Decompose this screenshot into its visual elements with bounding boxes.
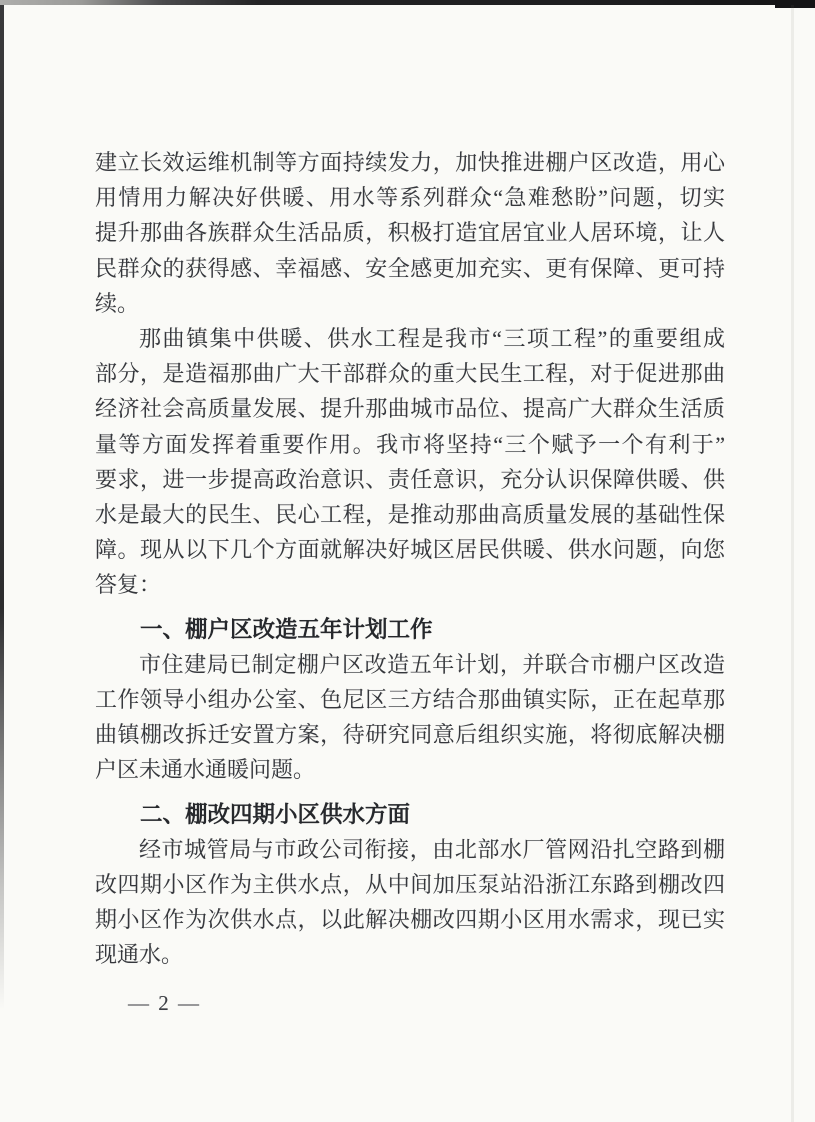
section-heading-1: 一、棚户区改造五年计划工作	[140, 616, 433, 642]
paragraph-line: 用情用力解决好供暖、用水等系列群众“急难愁盼”问题，切实	[95, 185, 726, 211]
paragraph-line: 部分，是造福那曲广大干部群众的重大民生工程，对于促进那曲	[95, 361, 725, 387]
scan-artifact-top-edge	[0, 0, 815, 5]
scan-artifact-left-edge	[0, 5, 4, 1010]
page-number: — 2 —	[128, 991, 201, 1015]
scan-artifact-right-edge	[791, 5, 794, 1122]
paragraph-line: 经市城管局与市政公司衔接，由北部水厂管网沿扎空路到棚	[139, 836, 725, 862]
paragraph-line: 答复：	[95, 572, 162, 598]
section-heading-2: 二、棚改四期小区供水方面	[140, 801, 411, 827]
paragraph-line: 改四期小区作为主供水点，从中间加压泵站沿浙江东路到棚改四	[95, 872, 725, 898]
paragraph-line: 户区未通水通暖问题。	[95, 757, 316, 783]
paragraph-line: 市住建局已制定棚户区改造五年计划，并联合市棚户区改造	[139, 651, 725, 677]
paragraph-line: 曲镇棚改拆迁安置方案，待研究同意后组织实施，将彻底解决棚	[95, 722, 725, 748]
paragraph-line: 续。	[95, 290, 140, 316]
paragraph-line: 现通水。	[95, 942, 184, 968]
paragraph-line: 障。现从以下几个方面就解决好城区居民供暖、供水问题，向您	[95, 537, 725, 563]
paragraph-line: 那曲镇集中供暖、供水工程是我市“三项工程”的重要组成	[139, 326, 725, 352]
document-body	[95, 145, 725, 973]
paragraph-line: 提升那曲各族群众生活品质，积极打造宜居宜业人居环境，让人	[95, 220, 725, 246]
paragraph-line: 民群众的获得感、幸福感、安全感更加充实、更有保障、更可持	[95, 255, 725, 281]
paragraph-line: 经济社会高质量发展、提升那曲城市品位、提高广大群众生活质	[95, 396, 725, 422]
paragraph-line: 要求，进一步提高政治意识、责任意识，充分认识保障供暖、供	[95, 466, 725, 492]
paragraph-line: 期小区作为次供水点，以此解决棚改四期小区用水需求，现已实	[95, 907, 725, 933]
paragraph-line: 量等方面发挥着重要作用。我市将坚持“三个赋予一个有利于”	[95, 431, 725, 457]
paragraph-line: 建立长效运维机制等方面持续发力，加快推进棚户区改造，用心	[95, 150, 725, 175]
paragraph-line: 工作领导小组办公室、色尼区三方结合那曲镇实际，正在起草那	[95, 687, 725, 713]
scan-artifact-top-right-edge	[775, 0, 815, 8]
paragraph-line: 水是最大的民生、民心工程，是推动那曲高质量发展的基础性保	[95, 502, 725, 528]
